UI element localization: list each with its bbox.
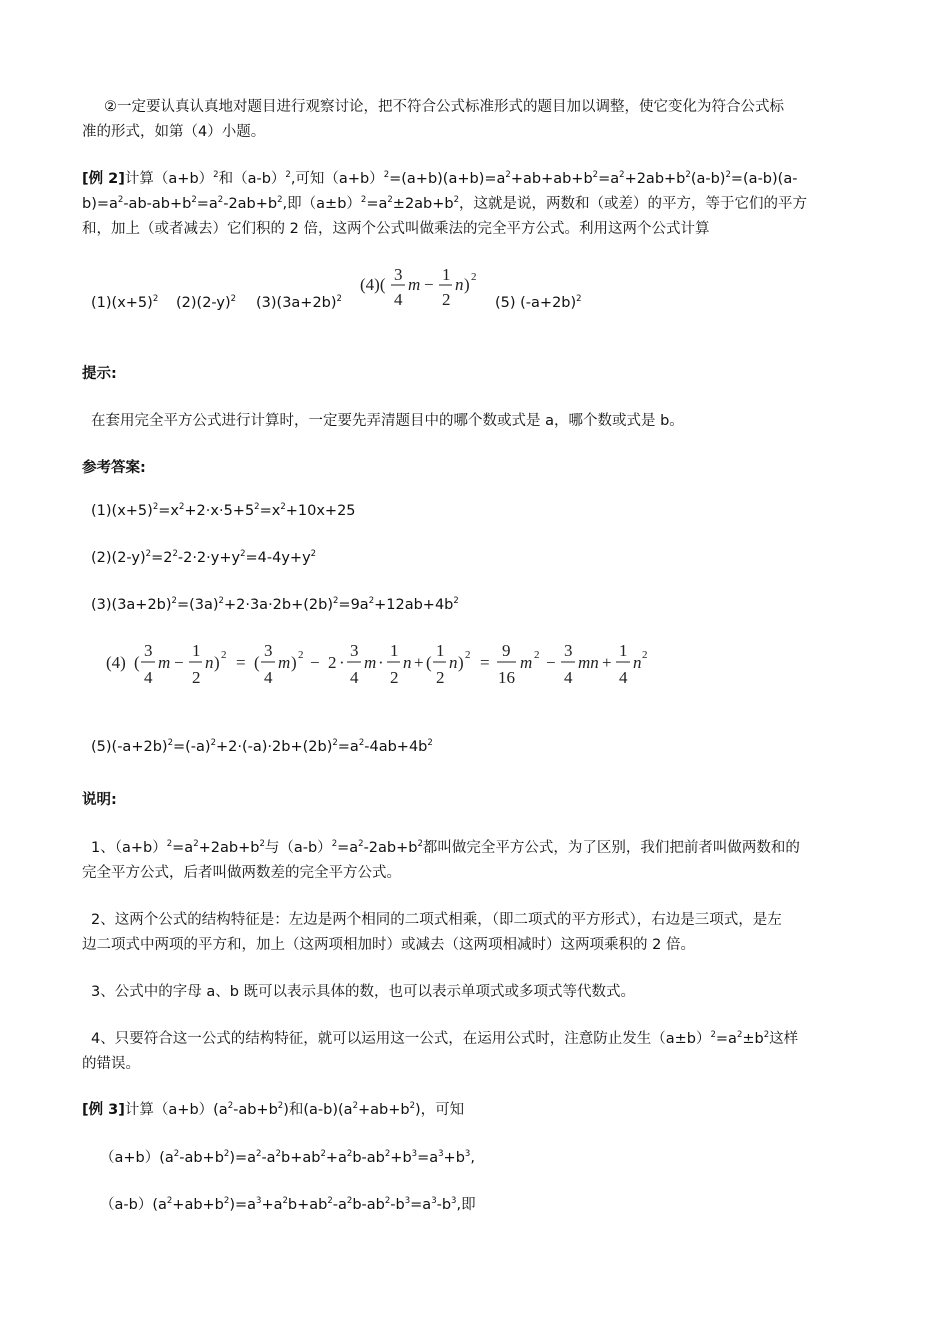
text-run: -ab+b [179, 1150, 224, 1166]
answers-title: 参考答案: [82, 460, 146, 476]
superscript: 2 [576, 294, 582, 304]
example3-line-2 [100, 1146, 475, 1167]
superscript: 2 [331, 839, 338, 849]
superscript: 2 [282, 1196, 288, 1206]
intro-line-2: 准的形式，如第（4）小题。 [82, 124, 266, 140]
problem-3 [256, 295, 342, 311]
text-run: )和(a-b)(a [283, 1102, 353, 1118]
answer-4-formula [104, 636, 664, 700]
text-run: )=a [229, 1197, 257, 1213]
superscript: 3 [256, 1196, 262, 1206]
text-run: +ab+ab+b [510, 171, 593, 187]
example2-line-1 [82, 167, 797, 188]
svg-text:n: n [633, 653, 642, 672]
text-run: =(a-b)(a- [730, 171, 798, 187]
text-run: 都叫做完全平方公式，为了区别，我们把前者叫做两数和的 [422, 840, 800, 856]
text-run: -2ab+b [363, 840, 418, 856]
text-run: b+ab [281, 1150, 321, 1166]
svg-text:4: 4 [350, 668, 359, 687]
superscript: 2 [285, 170, 291, 180]
answer-1 [91, 503, 356, 519]
note-2-line-2: 边二项式中两项的平方和，加上（这两项相加时）或减去（这两项相减时）这两项乘积的 2 倍。 [82, 937, 695, 953]
text-run: +b [443, 1150, 465, 1166]
superscript: 2 [320, 1149, 326, 1159]
svg-text:1: 1 [442, 265, 451, 284]
text-run: ,即 [456, 1197, 476, 1213]
text-run: =a [417, 1150, 439, 1166]
answer-3 [91, 597, 459, 613]
text-run: =a [366, 196, 388, 212]
text-run: +b [390, 1150, 412, 1166]
hint-title: 提示: [82, 366, 117, 382]
superscript: 2 [383, 170, 390, 180]
superscript: 3 [464, 1149, 471, 1159]
superscript: 2 [193, 839, 199, 849]
superscript: 2 [166, 839, 173, 849]
superscript: 2 [505, 170, 511, 180]
text-run: -2·2·y+y [177, 550, 241, 566]
text-run: 1、（a+b） [91, 840, 167, 856]
svg-text:4: 4 [264, 668, 273, 687]
superscript: 2 [277, 1101, 284, 1111]
superscript: 2 [358, 839, 364, 849]
text-run: )=a [229, 1150, 257, 1166]
superscript: 2 [167, 738, 173, 748]
text-run: (3)(3a+2b) [91, 597, 172, 613]
superscript: 2 [336, 294, 342, 304]
text-run: =a [598, 171, 620, 187]
svg-text:2: 2 [436, 668, 445, 687]
text-run: =4-4y+y [245, 550, 311, 566]
svg-text:2: 2 [442, 290, 451, 309]
text-run: b-ab [352, 1150, 385, 1166]
superscript: 2 [166, 1196, 173, 1206]
superscript: 2 [152, 502, 159, 512]
text-run: 与（a-b） [264, 840, 332, 856]
example2-label: [例 2] [82, 171, 125, 187]
superscript: 2 [210, 738, 216, 748]
superscript: 3 [404, 1196, 411, 1206]
text-run: （a-b）(a [100, 1197, 167, 1213]
svg-text:4: 4 [394, 290, 403, 309]
superscript: 2 [368, 596, 375, 606]
svg-text:m: m [278, 653, 291, 672]
text-run: +ab+b [172, 1197, 224, 1213]
text-run: =a [410, 1197, 432, 1213]
answer-5 [91, 739, 433, 755]
example3-line-1 [82, 1098, 464, 1119]
svg-text:n: n [205, 653, 214, 672]
note-2-line-1: 2、这两个公式的结构特征是：左边是两个相同的二项式相乘，（即二项式的平方形式），右边是三项式，是左 [91, 912, 782, 928]
superscript: 2 [191, 195, 197, 205]
superscript: 3 [431, 1196, 437, 1206]
svg-text:4: 4 [564, 668, 573, 687]
superscript: 2 [173, 1149, 180, 1159]
superscript: 3 [451, 1196, 457, 1206]
superscript: 2 [152, 294, 159, 304]
note-4-line-2: 的错误。 [82, 1056, 140, 1072]
superscript: 2 [725, 170, 731, 180]
superscript: 2 [230, 294, 237, 304]
svg-text:1: 1 [436, 641, 445, 660]
text-run: +12ab+4b [374, 597, 454, 613]
svg-text:=: = [236, 653, 246, 672]
svg-text:(: ( [254, 653, 260, 672]
superscript: 2 [592, 170, 599, 180]
svg-text:2: 2 [534, 649, 540, 661]
superscript: 2 [619, 170, 625, 180]
text-run: (5)(-a+2b) [91, 739, 168, 755]
text-run: b+ab [287, 1197, 328, 1213]
svg-text:2: 2 [390, 668, 399, 687]
text-run: +ab+b [357, 1102, 410, 1118]
svg-text:·: · [339, 653, 345, 672]
text-run: =a [172, 840, 194, 856]
superscript: 2 [763, 1030, 770, 1040]
svg-text:+: + [602, 653, 612, 672]
svg-text:m: m [364, 653, 377, 672]
problem-1 [91, 295, 158, 311]
superscript: 2 [218, 596, 224, 606]
svg-text:−: − [310, 653, 320, 672]
text-run: =a [715, 1031, 737, 1047]
superscript: 2 [178, 502, 185, 512]
svg-text:n: n [449, 653, 458, 672]
svg-text:2: 2 [192, 668, 201, 687]
problem-4-formula [358, 262, 488, 318]
text-run: 计算（a+b） [124, 171, 214, 187]
superscript: 2 [710, 1030, 716, 1040]
svg-text:2: 2 [328, 653, 337, 672]
text-run: ±2ab+b [392, 196, 454, 212]
svg-text:2: 2 [298, 649, 304, 661]
superscript: 2 [240, 549, 246, 559]
text-run: =x [259, 503, 281, 519]
text-run: 4、只要符合这一公式的结构特征，就可以运用这一公式，在运用公式时，注意防止发生（a±b） [91, 1031, 711, 1047]
text-run: -a [332, 1197, 347, 1213]
superscript: 2 [409, 1101, 415, 1111]
svg-text:·: · [378, 653, 384, 672]
svg-text:2: 2 [221, 649, 227, 661]
text-run: 计算（a+b）(a [124, 1102, 228, 1118]
text-run: -ab+b [233, 1102, 278, 1118]
superscript: 2 [736, 1030, 743, 1040]
svg-text:n: n [403, 653, 412, 672]
problem-5 [495, 295, 582, 311]
svg-text:3: 3 [564, 641, 573, 660]
text-run: -4ab+4b [364, 739, 428, 755]
text-run: +a [325, 1150, 347, 1166]
intro-line-1: ②一定要认真认真地对题目进行观察讨论，把不符合公式标准形式的题目加以调整，使它变化为符合公式标 [104, 99, 784, 115]
svg-text:m: m [408, 275, 421, 294]
text-run: =(a+b)(a+b)=a [389, 171, 506, 187]
superscript: 2 [417, 839, 423, 849]
text-run: ，这就是说，两数和（或差）的平方，等于它们的平方 [459, 196, 808, 212]
text-run: -b [436, 1197, 452, 1213]
text-run: (5) (-a+2b) [495, 295, 577, 311]
superscript: 2 [384, 1196, 391, 1206]
text-run: 这样 [769, 1031, 799, 1047]
text-run: b)=a [82, 196, 118, 212]
text-run: +2ab+b [624, 171, 686, 187]
superscript: 2 [275, 1149, 281, 1159]
svg-text:1: 1 [619, 641, 628, 660]
superscript: 2 [360, 195, 367, 205]
svg-text:mn: mn [578, 653, 599, 672]
superscript: 2 [332, 738, 338, 748]
superscript: 2 [171, 596, 177, 606]
superscript: 2 [427, 738, 433, 748]
svg-text:4: 4 [619, 668, 628, 687]
superscript: 2 [310, 549, 317, 559]
superscript: 2 [256, 1149, 262, 1159]
svg-text:1: 1 [192, 641, 201, 660]
text-run: 和（a-b） [218, 171, 286, 187]
svg-text:): ) [464, 275, 470, 294]
hint-text: 在套用完全平方公式进行计算时，一定要先弄清题目中的哪个数或式是 a，哪个数或式是 b。 [91, 413, 684, 429]
text-run: +2·3a·2b+(2b) [223, 597, 333, 613]
superscript: 2 [346, 1149, 353, 1159]
note-1-line-1 [91, 836, 800, 857]
text-run: (a-b) [690, 171, 726, 187]
text-run: =9a [338, 597, 369, 613]
text-run: (2)(2-y) [91, 550, 146, 566]
text-run: ±b [742, 1031, 764, 1047]
superscript: 2 [333, 596, 339, 606]
text-run: (2)(2-y) [176, 295, 231, 311]
svg-text:−: − [546, 653, 556, 672]
text-run: +10x+25 [285, 503, 356, 519]
svg-text:+: + [414, 653, 424, 672]
superscript: 2 [172, 549, 178, 559]
superscript: 3 [438, 1149, 444, 1159]
text-run: -2ab+b [223, 196, 278, 212]
text-run: =a [337, 739, 359, 755]
note-3: 3、公式中的字母 a、b 既可以表示具体的数，也可以表示单项式或多项式等代数式。 [91, 984, 636, 1000]
text-run: b-ab [352, 1197, 385, 1213]
text-run: +a [261, 1197, 283, 1213]
text-run: =(3a) [176, 597, 219, 613]
text-run: -ab-ab+b [123, 196, 192, 212]
answer-2 [91, 550, 316, 566]
text-run: +2·x·5+5 [184, 503, 255, 519]
text-run: -b [390, 1197, 405, 1213]
note-4-line-1 [91, 1027, 798, 1048]
svg-text:1: 1 [390, 641, 399, 660]
svg-text:4: 4 [144, 668, 153, 687]
svg-text:16: 16 [498, 668, 515, 687]
svg-text:(4)(: (4)( [360, 275, 386, 294]
text-run: )，可知 [415, 1102, 465, 1118]
superscript: 2 [453, 195, 460, 205]
superscript: 2 [223, 1149, 230, 1159]
example3-line-3 [100, 1193, 476, 1214]
superscript: 3 [411, 1149, 418, 1159]
svg-text:n: n [455, 275, 464, 294]
superscript: 2 [259, 839, 265, 849]
notes-title: 说明: [82, 792, 117, 808]
text-run: (3)(3a+2b) [256, 295, 337, 311]
svg-text:3: 3 [264, 641, 273, 660]
text-run: (1)(x+5) [91, 503, 153, 519]
superscript: 2 [453, 596, 459, 606]
superscript: 2 [685, 170, 691, 180]
superscript: 2 [352, 1101, 358, 1111]
svg-text:9: 9 [502, 641, 511, 660]
svg-text:(4): (4) [106, 653, 126, 672]
superscript: 2 [217, 195, 224, 205]
superscript: 2 [117, 195, 124, 205]
text-run: +2·(-a)·2b+(2b) [216, 739, 333, 755]
svg-text:3: 3 [394, 265, 403, 284]
superscript: 2 [145, 549, 152, 559]
svg-text:2: 2 [465, 649, 471, 661]
note-1-line-2: 完全平方公式，后者叫做两数差的完全平方公式。 [82, 865, 401, 881]
problem-2 [176, 295, 236, 311]
svg-text:(: ( [134, 653, 140, 672]
svg-text:): ) [458, 653, 464, 672]
text-run: ,可知（a+b） [290, 171, 384, 187]
example2-line-3: 和，加上（或者减去）它们积的 2 倍，这两个公式叫做乘法的完全平方公式。利用这两个公式计算 [82, 221, 710, 237]
superscript: 2 [387, 195, 393, 205]
example3-label: [例 3] [82, 1102, 125, 1118]
svg-text:): ) [291, 653, 297, 672]
text-run: +2ab+b [198, 840, 260, 856]
text-run: =a [337, 840, 359, 856]
svg-text:2: 2 [642, 649, 648, 661]
text-run: ,即（a±b） [282, 196, 361, 212]
superscript: 2 [213, 170, 219, 180]
text-run: =a [196, 196, 218, 212]
text-run: =x [158, 503, 179, 519]
svg-text:(: ( [426, 653, 432, 672]
superscript: 2 [254, 502, 260, 512]
text-run: , [470, 1150, 475, 1166]
example2-line-2 [82, 192, 807, 213]
text-run: （a+b）(a [100, 1150, 174, 1166]
svg-text:−: − [174, 653, 184, 672]
text-run: =(-a) [172, 739, 211, 755]
superscript: 2 [223, 1196, 230, 1206]
text-run: -a [261, 1150, 276, 1166]
svg-text:): ) [214, 653, 220, 672]
superscript: 2 [280, 502, 286, 512]
superscript: 2 [277, 195, 283, 205]
svg-text:m: m [520, 653, 533, 672]
superscript: 2 [227, 1101, 234, 1111]
svg-text:=: = [480, 653, 490, 672]
svg-text:3: 3 [350, 641, 359, 660]
svg-text:2: 2 [471, 271, 477, 283]
superscript: 2 [358, 738, 365, 748]
superscript: 2 [327, 1196, 333, 1206]
svg-text:−: − [424, 275, 434, 294]
text-run: (1)(x+5) [91, 295, 153, 311]
superscript: 2 [384, 1149, 391, 1159]
text-run: =2 [151, 550, 173, 566]
superscript: 2 [346, 1196, 353, 1206]
svg-text:3: 3 [144, 641, 153, 660]
svg-text:m: m [158, 653, 171, 672]
